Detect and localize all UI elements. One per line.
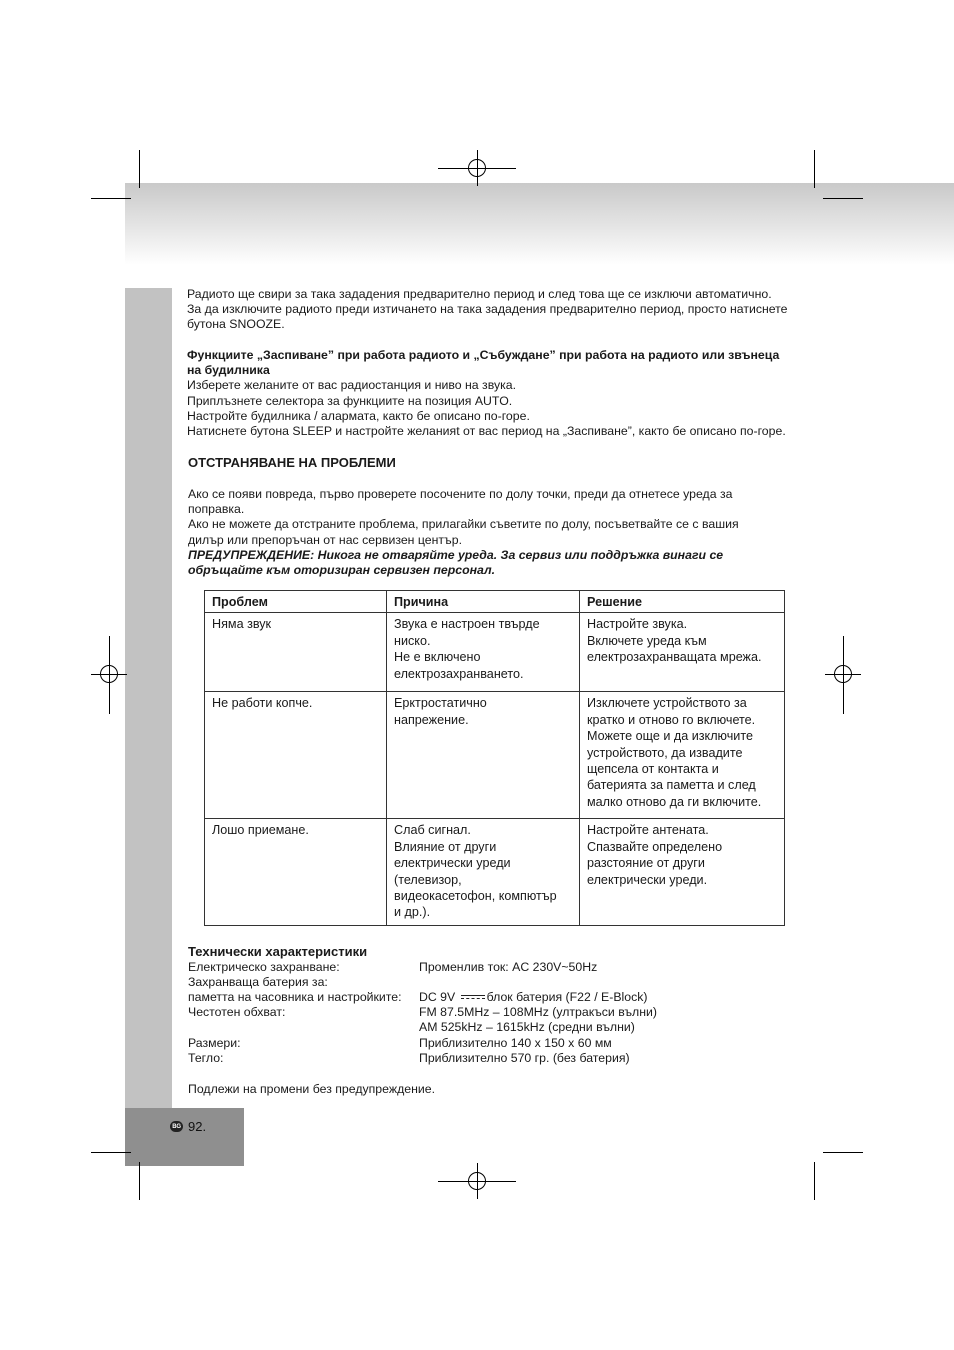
cell-line: електрозахранващата мрежа. <box>587 650 762 665</box>
cell-line: ниско. <box>394 633 431 648</box>
cell-line: Спазвайте определено <box>587 839 723 854</box>
column-header-cause: Причина <box>387 591 580 613</box>
page-number-area <box>170 1119 206 1134</box>
spec-label: Честотен обхват: <box>188 1005 286 1019</box>
intro-line: Радиото ще свири за така зададения предварително период и след това ще се изключи автоматично. <box>187 287 772 301</box>
cell-line: разстояние от други <box>587 856 705 871</box>
dc-symbol-icon <box>461 994 485 1002</box>
table-row <box>205 819 785 925</box>
cell-line: електрозахранването. <box>394 666 524 681</box>
paragraph-line: Ако се появи повреда, първо проверете посочените по долу точки, преди да отнетесе уреда за <box>188 487 733 501</box>
cause-cell <box>387 819 580 925</box>
spec-value: Приблизително 140 x 150 x 60 мм <box>419 1036 612 1050</box>
cell-line: електрически уреди <box>394 856 511 871</box>
column-header-problem: Проблем <box>205 591 387 613</box>
cell-line: устройството, да извадите <box>587 745 743 760</box>
spec-value: AM 525kHz – 1615kHz (средни вълни) <box>419 1020 635 1034</box>
problem-cell <box>205 613 387 692</box>
problem-cell <box>205 819 387 925</box>
section-heading: на будилника <box>187 363 270 378</box>
spec-value-part: блок батерия (F22 / E-Block) <box>486 990 648 1004</box>
table-header-row <box>205 591 785 613</box>
cell-line: Не работи копче. <box>212 696 313 711</box>
warning-line: ПРЕДУПРЕЖДЕНИЕ: Никога не отваряйте уреда. За сервиз или поддръжка винаги се <box>188 547 724 562</box>
intro-line: За да изключите радиото преди изтичането на така зададения предварително период, просто натиснете <box>187 302 788 317</box>
cell-line: кратко и отново го включете. <box>587 712 756 727</box>
solution-cell <box>580 613 785 692</box>
header-band <box>125 183 954 265</box>
cell-line: електрически уреди. <box>587 872 708 887</box>
cell-line: Настройте звука. <box>587 617 688 632</box>
sleep-wake-section <box>187 348 817 439</box>
troubleshooting-intro <box>188 487 818 578</box>
paragraph-line: Ако не можете да отстраните проблема, прилагайки съветите по долу, посъветвайте се с вашия <box>188 517 739 532</box>
spec-label: Електрическо захранване: <box>188 960 340 974</box>
cell-line: Не е включено <box>394 650 481 665</box>
cell-line: батерията за паметта и след <box>587 778 756 793</box>
paragraph-line: поправка. <box>188 502 245 517</box>
cause-cell <box>387 692 580 819</box>
table-row <box>205 613 785 692</box>
cell-line: (телевизор, <box>394 872 462 887</box>
spec-value-part: DC 9V <box>419 990 456 1004</box>
warning-line: обръщайте към оторизиран сервизен персонал. <box>188 563 496 578</box>
spec-label: паметта на часовника и настройките: <box>188 990 402 1004</box>
problem-cell <box>205 692 387 819</box>
spec-value: Променлив ток: AC 230V~50Hz <box>419 960 598 974</box>
intro-paragraph <box>187 287 817 333</box>
specs-title: Технически характеристики <box>188 944 368 959</box>
footer-block <box>125 1108 244 1166</box>
spec-value: Приблизително 570 гр. (без батерия) <box>419 1051 630 1065</box>
cell-line: Влияние от други <box>394 839 497 854</box>
paragraph-line: дилър или препоръчан от нас сервизен център. <box>188 532 462 547</box>
intro-line: бутона SNOOZE. <box>187 317 285 332</box>
spec-value: FM 87.5MHz – 108MHz (ултракъси вълни) <box>419 1005 657 1019</box>
troubleshooting-table <box>204 590 785 926</box>
step-line: Настройте будилника / алармата, както бе описано по-горе. <box>187 408 530 423</box>
column-header-solution: Решение <box>580 591 785 613</box>
cell-line: напрежение. <box>394 712 469 727</box>
cell-line: Слаб сигнал. <box>394 823 471 838</box>
section-heading: Функциите „Заспиване” при работа радиото и „Събуждане” при работа на радиото или звънеца <box>187 348 780 362</box>
page-number: 92. <box>188 1119 207 1134</box>
left-side-strip <box>125 288 172 1110</box>
cell-line: малко отново да ги включите. <box>587 794 762 809</box>
specs-note: Подлежи на промени без предупреждение. <box>188 1082 435 1096</box>
cell-line: Лошо приемане. <box>212 823 309 838</box>
spec-label: Размери: <box>188 1036 241 1050</box>
step-line: Приплъзнете селектора за функциите на позиция AUTO. <box>187 393 513 408</box>
solution-cell <box>580 819 785 925</box>
language-badge-icon: BG <box>170 1121 183 1132</box>
troubleshooting-title: ОТСТРАНЯВАНЕ НА ПРОБЛЕМИ <box>188 455 396 470</box>
cell-line: щепсела от контакта и <box>587 762 719 777</box>
spec-label: Захранваща батерия за: <box>188 975 328 989</box>
cell-line: Ерктростатично <box>394 696 487 711</box>
step-line: Изберете желаните от вас радиостанция и ниво на звука. <box>187 378 517 393</box>
solution-cell <box>580 692 785 819</box>
specs-list <box>188 960 728 1070</box>
cell-line: Настройте антената. <box>587 823 709 838</box>
cell-line: Изключете устройството за <box>587 696 747 711</box>
table-row <box>205 692 785 819</box>
cell-line: Няма звук <box>212 617 272 632</box>
spec-value <box>419 990 648 1005</box>
cell-line: Включете уреда към <box>587 633 707 648</box>
cause-cell <box>387 613 580 692</box>
cell-line: видеокасетофон, компютър <box>394 889 557 904</box>
cell-line: и др.). <box>394 905 431 920</box>
cell-line: Звука е настроен твърде <box>394 617 540 632</box>
step-line: Натиснете бутона SLEEP и настройте желанияt от вас период на „Заспиване”, както бе описано по-горе. <box>187 424 786 439</box>
spec-label: Тегло: <box>188 1051 224 1065</box>
cell-line: Можете още и да изключите <box>587 729 753 744</box>
